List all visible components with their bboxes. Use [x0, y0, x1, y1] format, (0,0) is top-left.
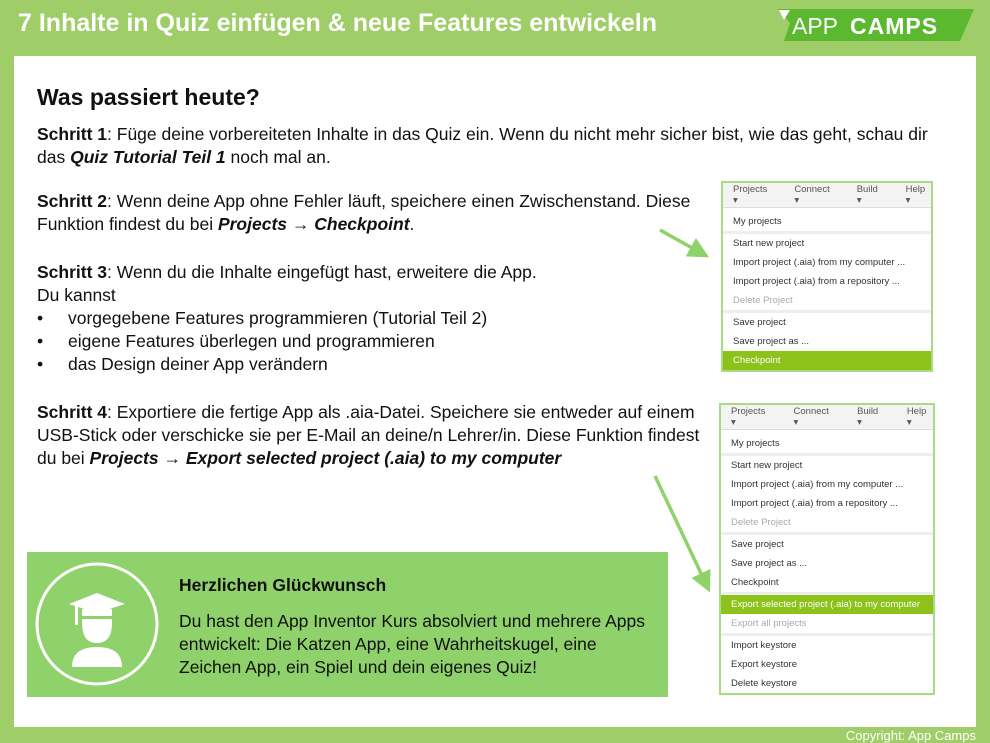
app-camps-logo [778, 9, 974, 41]
menu-item-export-selected[interactable]: Export selected project (.aia) to my computer [721, 595, 933, 614]
step-text-line2: Du kannst [37, 285, 116, 305]
section-heading: Was passiert heute? [37, 84, 260, 110]
congratulations-box [27, 552, 668, 697]
step-label: Schritt 2 [37, 191, 108, 211]
congrats-title: Herzlichen Glückwunsch [179, 575, 387, 595]
menu-connect[interactable]: Connect ▾ [793, 406, 829, 428]
menu-item-save[interactable]: Save project [733, 317, 786, 328]
menu-projects[interactable]: Projects ▾ [733, 184, 768, 206]
svg-text:CAMPS: CAMPS [850, 13, 939, 39]
menu-item-start-new[interactable]: Start new project [733, 238, 805, 249]
feature-list [37, 307, 697, 376]
menu-help[interactable]: Help ▾ [906, 406, 927, 428]
svg-text:APP: APP [792, 13, 839, 39]
tutorial-link-text: Quiz Tutorial Teil 1 [70, 147, 226, 167]
menu-path: Projects → Export selected project (.aia) to my computer [89, 448, 562, 468]
menu-item-my-projects[interactable]: My projects [733, 216, 782, 227]
step-text: : Wenn du die Inhalte eingefügt hast, erweitere die App. [107, 262, 537, 282]
menu-item-import-repo[interactable]: Import project (.aia) from a repository ... [731, 498, 898, 509]
step-text: : Füge deine vorbereiteten Inhalte in das Quiz ein. Wenn du nicht mehr sicher bist, wie das geht, schau dir das [37, 124, 928, 167]
menu-item-delete[interactable]: Delete Project [731, 517, 791, 528]
menu-item-delete[interactable]: Delete Project [733, 295, 793, 306]
menu-build[interactable]: Build ▾ [857, 406, 879, 428]
step-text-end: noch mal an. [225, 147, 331, 167]
menu-help[interactable]: Help ▾ [905, 184, 926, 206]
step-text-end: . [409, 214, 415, 234]
slide-title: 7 Inhalte in Quiz einfügen & neue Features entwickeln [18, 9, 658, 37]
graduate-icon [34, 561, 160, 687]
menu-item-checkpoint[interactable]: Checkpoint [723, 351, 931, 370]
menubar [723, 183, 931, 208]
menu-item-save-as[interactable]: Save project as ... [731, 558, 808, 569]
menu-item-export-keystore[interactable]: Export keystore [731, 659, 797, 670]
menu-build[interactable]: Build ▾ [856, 184, 878, 206]
list-item: • das Design deiner App verändern [37, 353, 697, 376]
step-4 [37, 401, 702, 470]
step-3 [37, 261, 697, 376]
menu-item-start-new[interactable]: Start new project [731, 460, 803, 471]
menu-item-save-as[interactable]: Save project as ... [733, 336, 810, 347]
list-item: • eigene Features überlegen und programmieren [37, 330, 697, 353]
list-item: • vorgegebene Features programmieren (Tutorial Teil 2) [37, 307, 697, 330]
step-label: Schritt 4 [37, 402, 108, 422]
copyright: Copyright: App Camps [845, 728, 976, 743]
menu-item-export-all[interactable]: Export all projects [731, 618, 807, 629]
menu-item-import-keystore[interactable]: Import keystore [731, 640, 797, 651]
step-2 [37, 190, 717, 236]
projects-menu-export [719, 403, 935, 695]
menu-item-my-projects[interactable]: My projects [731, 438, 780, 449]
congrats-text: Du hast den App Inventor Kurs absolviert und mehrere Apps entwickelt: Die Katzen App, eine Wahrheitskugel, eine Zeichen App, ein Spiel und dein eigenes Quiz! [179, 611, 645, 677]
menu-projects[interactable]: Projects ▾ [731, 406, 766, 428]
menu-item-import-repo[interactable]: Import project (.aia) from a repository ... [733, 276, 900, 287]
step-label: Schritt 3 [37, 262, 108, 282]
step-text: : Exportiere die fertige App als .aia-Datei. Speichere sie entweder auf einem USB-Stick oder verschicke sie per E-Mail an deine/n Lehrer/in. Diese Funktion findest du bei [37, 402, 700, 468]
step-text: : Wenn deine App ohne Fehler läuft, speichere einen Zwischenstand. Diese Funktion findest du bei [37, 191, 691, 234]
menu-item-import-computer[interactable]: Import project (.aia) from my computer ... [731, 479, 904, 490]
menu-item-delete-keystore[interactable]: Delete keystore [731, 678, 798, 689]
menu-item-save[interactable]: Save project [731, 539, 784, 550]
menu-item-checkpoint[interactable]: Checkpoint [731, 577, 779, 588]
menubar [721, 405, 933, 430]
step-1 [37, 123, 952, 169]
menu-path: Projects → Checkpoint [217, 214, 410, 234]
menu-item-import-computer[interactable]: Import project (.aia) from my computer ... [733, 257, 906, 268]
step-label: Schritt 1 [37, 124, 108, 144]
projects-menu-checkpoint [721, 181, 933, 372]
menu-connect[interactable]: Connect ▾ [794, 184, 830, 206]
